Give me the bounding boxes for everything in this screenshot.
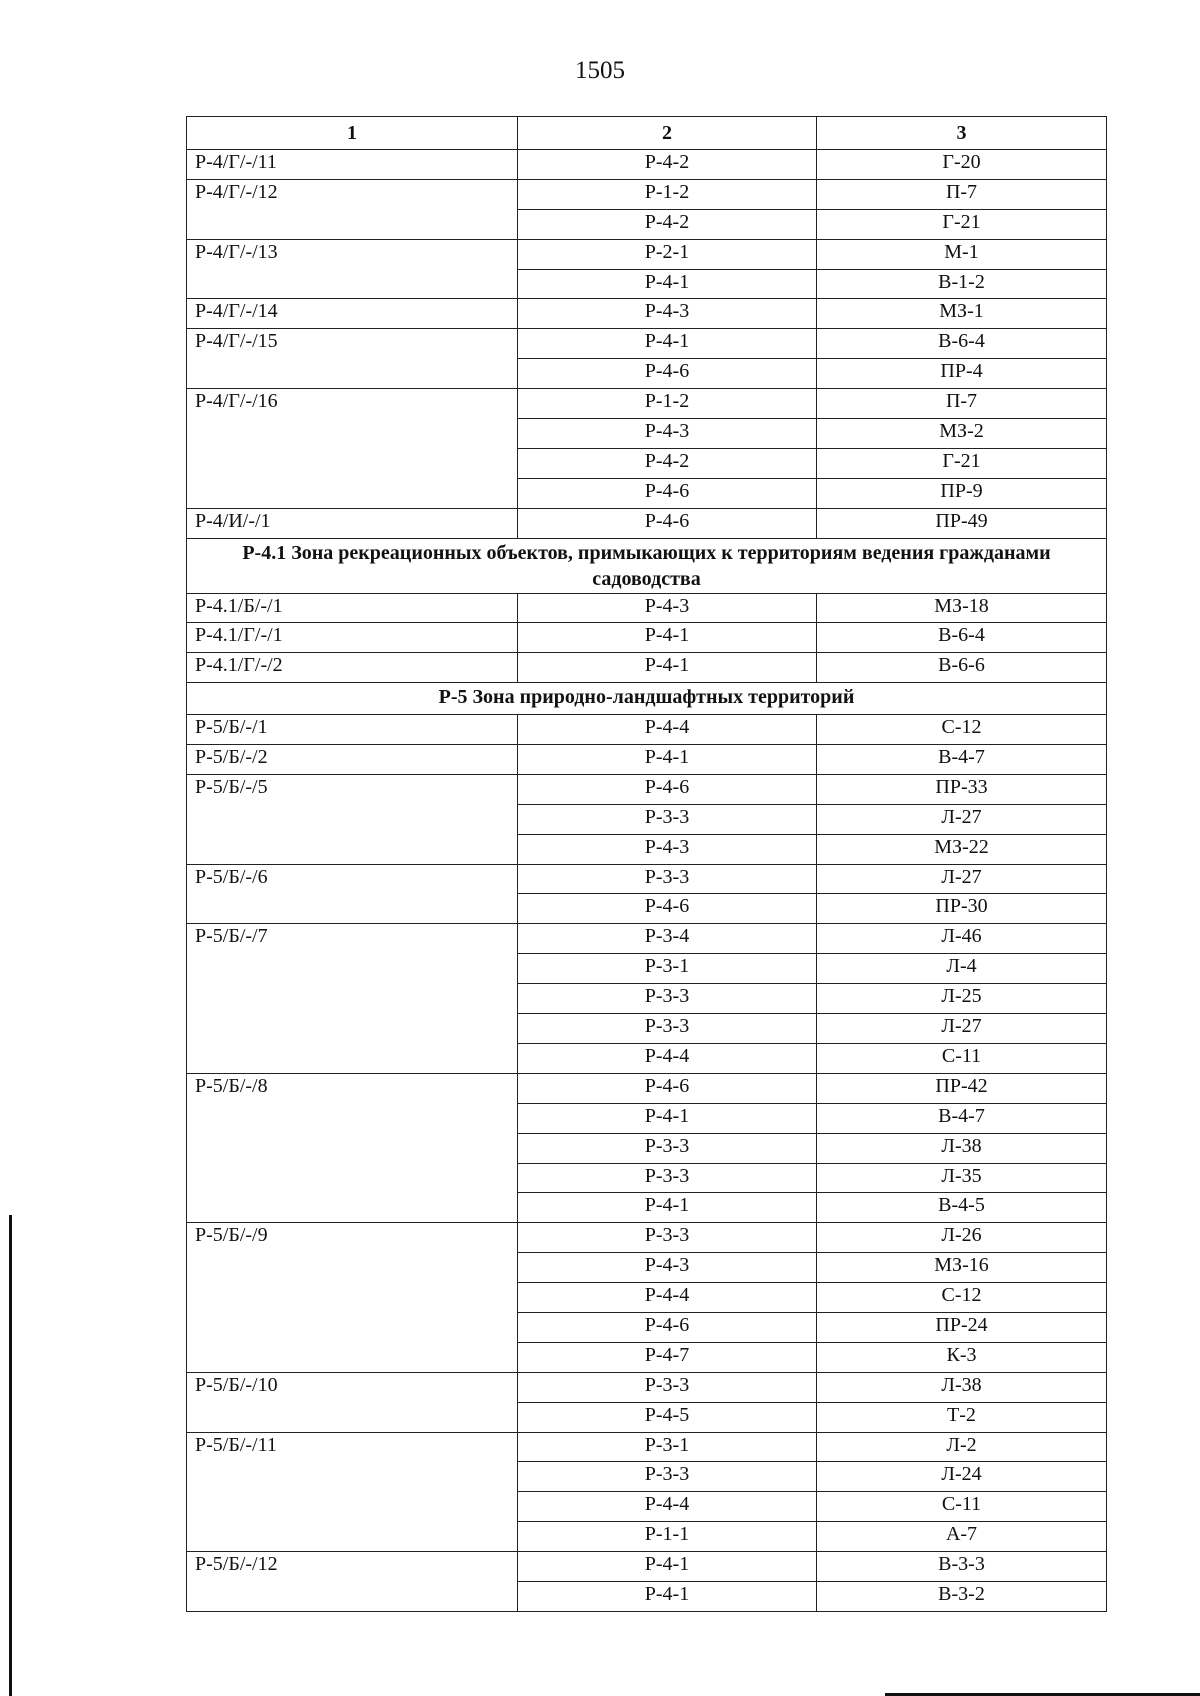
zone-code-cell: Р-4/Г/-/13 bbox=[187, 239, 518, 299]
object-code-cell: ПР-42 bbox=[817, 1073, 1107, 1103]
object-code-cell: ПР-30 bbox=[817, 894, 1107, 924]
zone-code-cell: Р-5/Б/-/11 bbox=[187, 1432, 518, 1552]
object-code-cell: МЗ-18 bbox=[817, 593, 1107, 623]
table-row bbox=[187, 653, 1107, 683]
section-row bbox=[187, 683, 1107, 715]
zone-code-cell: Р-4/Г/-/11 bbox=[187, 150, 518, 180]
object-code-cell: В-4-5 bbox=[817, 1193, 1107, 1223]
object-code-cell: Л-4 bbox=[817, 954, 1107, 984]
object-code-cell: Л-24 bbox=[817, 1462, 1107, 1492]
subzone-cell: Р-4-3 bbox=[518, 299, 817, 329]
zone-code-cell: Р-4.1/Г/-/1 bbox=[187, 623, 518, 653]
subzone-cell: Р-4-6 bbox=[518, 508, 817, 538]
object-code-cell: Л-35 bbox=[817, 1163, 1107, 1193]
subzone-cell: Р-4-3 bbox=[518, 419, 817, 449]
zone-code-cell: Р-4/Г/-/15 bbox=[187, 329, 518, 389]
object-code-cell: В-4-7 bbox=[817, 1103, 1107, 1133]
object-code-cell: Л-2 bbox=[817, 1432, 1107, 1462]
object-code-cell: Г-21 bbox=[817, 209, 1107, 239]
subzone-cell: Р-4-2 bbox=[518, 150, 817, 180]
subzone-cell: Р-4-6 bbox=[518, 774, 817, 804]
object-code-cell: Г-20 bbox=[817, 150, 1107, 180]
table-row bbox=[187, 150, 1107, 180]
object-code-cell: Л-27 bbox=[817, 1014, 1107, 1044]
subzone-cell: Р-4-3 bbox=[518, 1253, 817, 1283]
table-row bbox=[187, 1552, 1107, 1582]
object-code-cell: ПР-49 bbox=[817, 508, 1107, 538]
subzone-cell: Р-3-3 bbox=[518, 864, 817, 894]
column-header-1: 1 bbox=[187, 117, 518, 150]
subzone-cell: Р-3-3 bbox=[518, 1462, 817, 1492]
section-title: Р-4.1 Зона рекреационных объектов, примыкающих к территориям ведения гражданами садоводства bbox=[187, 538, 1107, 593]
object-code-cell: П-7 bbox=[817, 179, 1107, 209]
subzone-cell: Р-3-1 bbox=[518, 1432, 817, 1462]
section-title: Р-5 Зона природно-ландшафтных территорий bbox=[187, 683, 1107, 715]
object-code-cell: В-6-6 bbox=[817, 653, 1107, 683]
table-row bbox=[187, 179, 1107, 209]
table-row bbox=[187, 239, 1107, 269]
object-code-cell: Л-46 bbox=[817, 924, 1107, 954]
section-row bbox=[187, 538, 1107, 593]
subzone-cell: Р-4-1 bbox=[518, 745, 817, 775]
subzone-cell: Р-4-6 bbox=[518, 359, 817, 389]
zone-code-cell: Р-4/Г/-/14 bbox=[187, 299, 518, 329]
zone-code-cell: Р-4/И/-/1 bbox=[187, 508, 518, 538]
zone-code-cell: Р-4/Г/-/16 bbox=[187, 389, 518, 509]
zone-code-cell: Р-5/Б/-/6 bbox=[187, 864, 518, 924]
object-code-cell: Л-26 bbox=[817, 1223, 1107, 1253]
subzone-cell: Р-3-3 bbox=[518, 1223, 817, 1253]
table-row bbox=[187, 715, 1107, 745]
subzone-cell: Р-4-6 bbox=[518, 894, 817, 924]
subzone-cell: Р-2-1 bbox=[518, 239, 817, 269]
table-row bbox=[187, 864, 1107, 894]
subzone-cell: Р-4-4 bbox=[518, 1283, 817, 1313]
subzone-cell: Р-4-3 bbox=[518, 834, 817, 864]
table-body bbox=[187, 150, 1107, 1612]
table-row bbox=[187, 1372, 1107, 1402]
subzone-cell: Р-3-4 bbox=[518, 924, 817, 954]
object-code-cell: Г-21 bbox=[817, 448, 1107, 478]
object-code-cell: Л-25 bbox=[817, 984, 1107, 1014]
table-row bbox=[187, 1073, 1107, 1103]
zone-code-cell: Р-5/Б/-/9 bbox=[187, 1223, 518, 1372]
object-code-cell: В-6-4 bbox=[817, 329, 1107, 359]
zone-code-cell: Р-5/Б/-/5 bbox=[187, 774, 518, 864]
object-code-cell: Л-27 bbox=[817, 804, 1107, 834]
table-row bbox=[187, 299, 1107, 329]
subzone-cell: Р-4-6 bbox=[518, 1312, 817, 1342]
subzone-cell: Р-3-1 bbox=[518, 954, 817, 984]
object-code-cell: В-3-3 bbox=[817, 1552, 1107, 1582]
subzone-cell: Р-4-4 bbox=[518, 1043, 817, 1073]
object-code-cell: Л-38 bbox=[817, 1133, 1107, 1163]
object-code-cell: В-1-2 bbox=[817, 269, 1107, 299]
zone-code-cell: Р-5/Б/-/1 bbox=[187, 715, 518, 745]
subzone-cell: Р-4-1 bbox=[518, 623, 817, 653]
zone-code-cell: Р-5/Б/-/10 bbox=[187, 1372, 518, 1432]
table-row bbox=[187, 1223, 1107, 1253]
object-code-cell: В-3-2 bbox=[817, 1581, 1107, 1611]
table-row bbox=[187, 774, 1107, 804]
subzone-cell: Р-4-1 bbox=[518, 653, 817, 683]
column-header-3: 3 bbox=[817, 117, 1107, 150]
subzone-cell: Р-4-1 bbox=[518, 1552, 817, 1582]
zone-code-cell: Р-5/Б/-/8 bbox=[187, 1073, 518, 1222]
object-code-cell: В-4-7 bbox=[817, 745, 1107, 775]
object-code-cell: Л-27 bbox=[817, 864, 1107, 894]
zone-code-cell: Р-4.1/Б/-/1 bbox=[187, 593, 518, 623]
object-code-cell: А-7 bbox=[817, 1522, 1107, 1552]
object-code-cell: С-11 bbox=[817, 1043, 1107, 1073]
table-row bbox=[187, 1432, 1107, 1462]
object-code-cell: К-3 bbox=[817, 1342, 1107, 1372]
page-number: 1505 bbox=[575, 57, 625, 84]
table-row bbox=[187, 389, 1107, 419]
object-code-cell: Л-38 bbox=[817, 1372, 1107, 1402]
table-row bbox=[187, 623, 1107, 653]
subzone-cell: Р-1-2 bbox=[518, 179, 817, 209]
zone-code-cell: Р-5/Б/-/2 bbox=[187, 745, 518, 775]
table-row bbox=[187, 745, 1107, 775]
subzone-cell: Р-3-3 bbox=[518, 1372, 817, 1402]
object-code-cell: М-1 bbox=[817, 239, 1107, 269]
subzone-cell: Р-4-6 bbox=[518, 1073, 817, 1103]
zone-code-cell: Р-5/Б/-/12 bbox=[187, 1552, 518, 1612]
subzone-cell: Р-3-3 bbox=[518, 1014, 817, 1044]
subzone-cell: Р-4-1 bbox=[518, 1193, 817, 1223]
object-code-cell: С-12 bbox=[817, 1283, 1107, 1313]
object-code-cell: Т-2 bbox=[817, 1402, 1107, 1432]
table-header-row bbox=[187, 117, 1107, 150]
zone-code-cell: Р-4/Г/-/12 bbox=[187, 179, 518, 239]
object-code-cell: МЗ-22 bbox=[817, 834, 1107, 864]
subzone-cell: Р-4-6 bbox=[518, 478, 817, 508]
subzone-cell: Р-4-5 bbox=[518, 1402, 817, 1432]
subzone-cell: Р-4-1 bbox=[518, 329, 817, 359]
object-code-cell: ПР-33 bbox=[817, 774, 1107, 804]
zone-code-cell: Р-5/Б/-/7 bbox=[187, 924, 518, 1073]
subzone-cell: Р-3-3 bbox=[518, 1133, 817, 1163]
subzone-cell: Р-4-2 bbox=[518, 448, 817, 478]
subzone-cell: Р-4-1 bbox=[518, 269, 817, 299]
zone-code-cell: Р-4.1/Г/-/2 bbox=[187, 653, 518, 683]
object-code-cell: ПР-4 bbox=[817, 359, 1107, 389]
table-row bbox=[187, 924, 1107, 954]
table-row bbox=[187, 329, 1107, 359]
object-code-cell: ПР-24 bbox=[817, 1312, 1107, 1342]
scan-margin-line bbox=[9, 1215, 12, 1696]
subzone-cell: Р-4-1 bbox=[518, 1103, 817, 1133]
subzone-cell: Р-4-4 bbox=[518, 715, 817, 745]
zone-table bbox=[186, 116, 1107, 1612]
table-row bbox=[187, 593, 1107, 623]
subzone-cell: Р-4-3 bbox=[518, 593, 817, 623]
object-code-cell: П-7 bbox=[817, 389, 1107, 419]
object-code-cell: ПР-9 bbox=[817, 478, 1107, 508]
subzone-cell: Р-4-1 bbox=[518, 1581, 817, 1611]
subzone-cell: Р-4-7 bbox=[518, 1342, 817, 1372]
table-row bbox=[187, 508, 1107, 538]
subzone-cell: Р-1-1 bbox=[518, 1522, 817, 1552]
column-header-2: 2 bbox=[518, 117, 817, 150]
object-code-cell: МЗ-16 bbox=[817, 1253, 1107, 1283]
object-code-cell: В-6-4 bbox=[817, 623, 1107, 653]
subzone-cell: Р-3-3 bbox=[518, 804, 817, 834]
subzone-cell: Р-3-3 bbox=[518, 984, 817, 1014]
subzone-cell: Р-4-4 bbox=[518, 1492, 817, 1522]
object-code-cell: МЗ-2 bbox=[817, 419, 1107, 449]
subzone-cell: Р-3-3 bbox=[518, 1163, 817, 1193]
subzone-cell: Р-4-2 bbox=[518, 209, 817, 239]
object-code-cell: МЗ-1 bbox=[817, 299, 1107, 329]
object-code-cell: С-12 bbox=[817, 715, 1107, 745]
object-code-cell: С-11 bbox=[817, 1492, 1107, 1522]
subzone-cell: Р-1-2 bbox=[518, 389, 817, 419]
